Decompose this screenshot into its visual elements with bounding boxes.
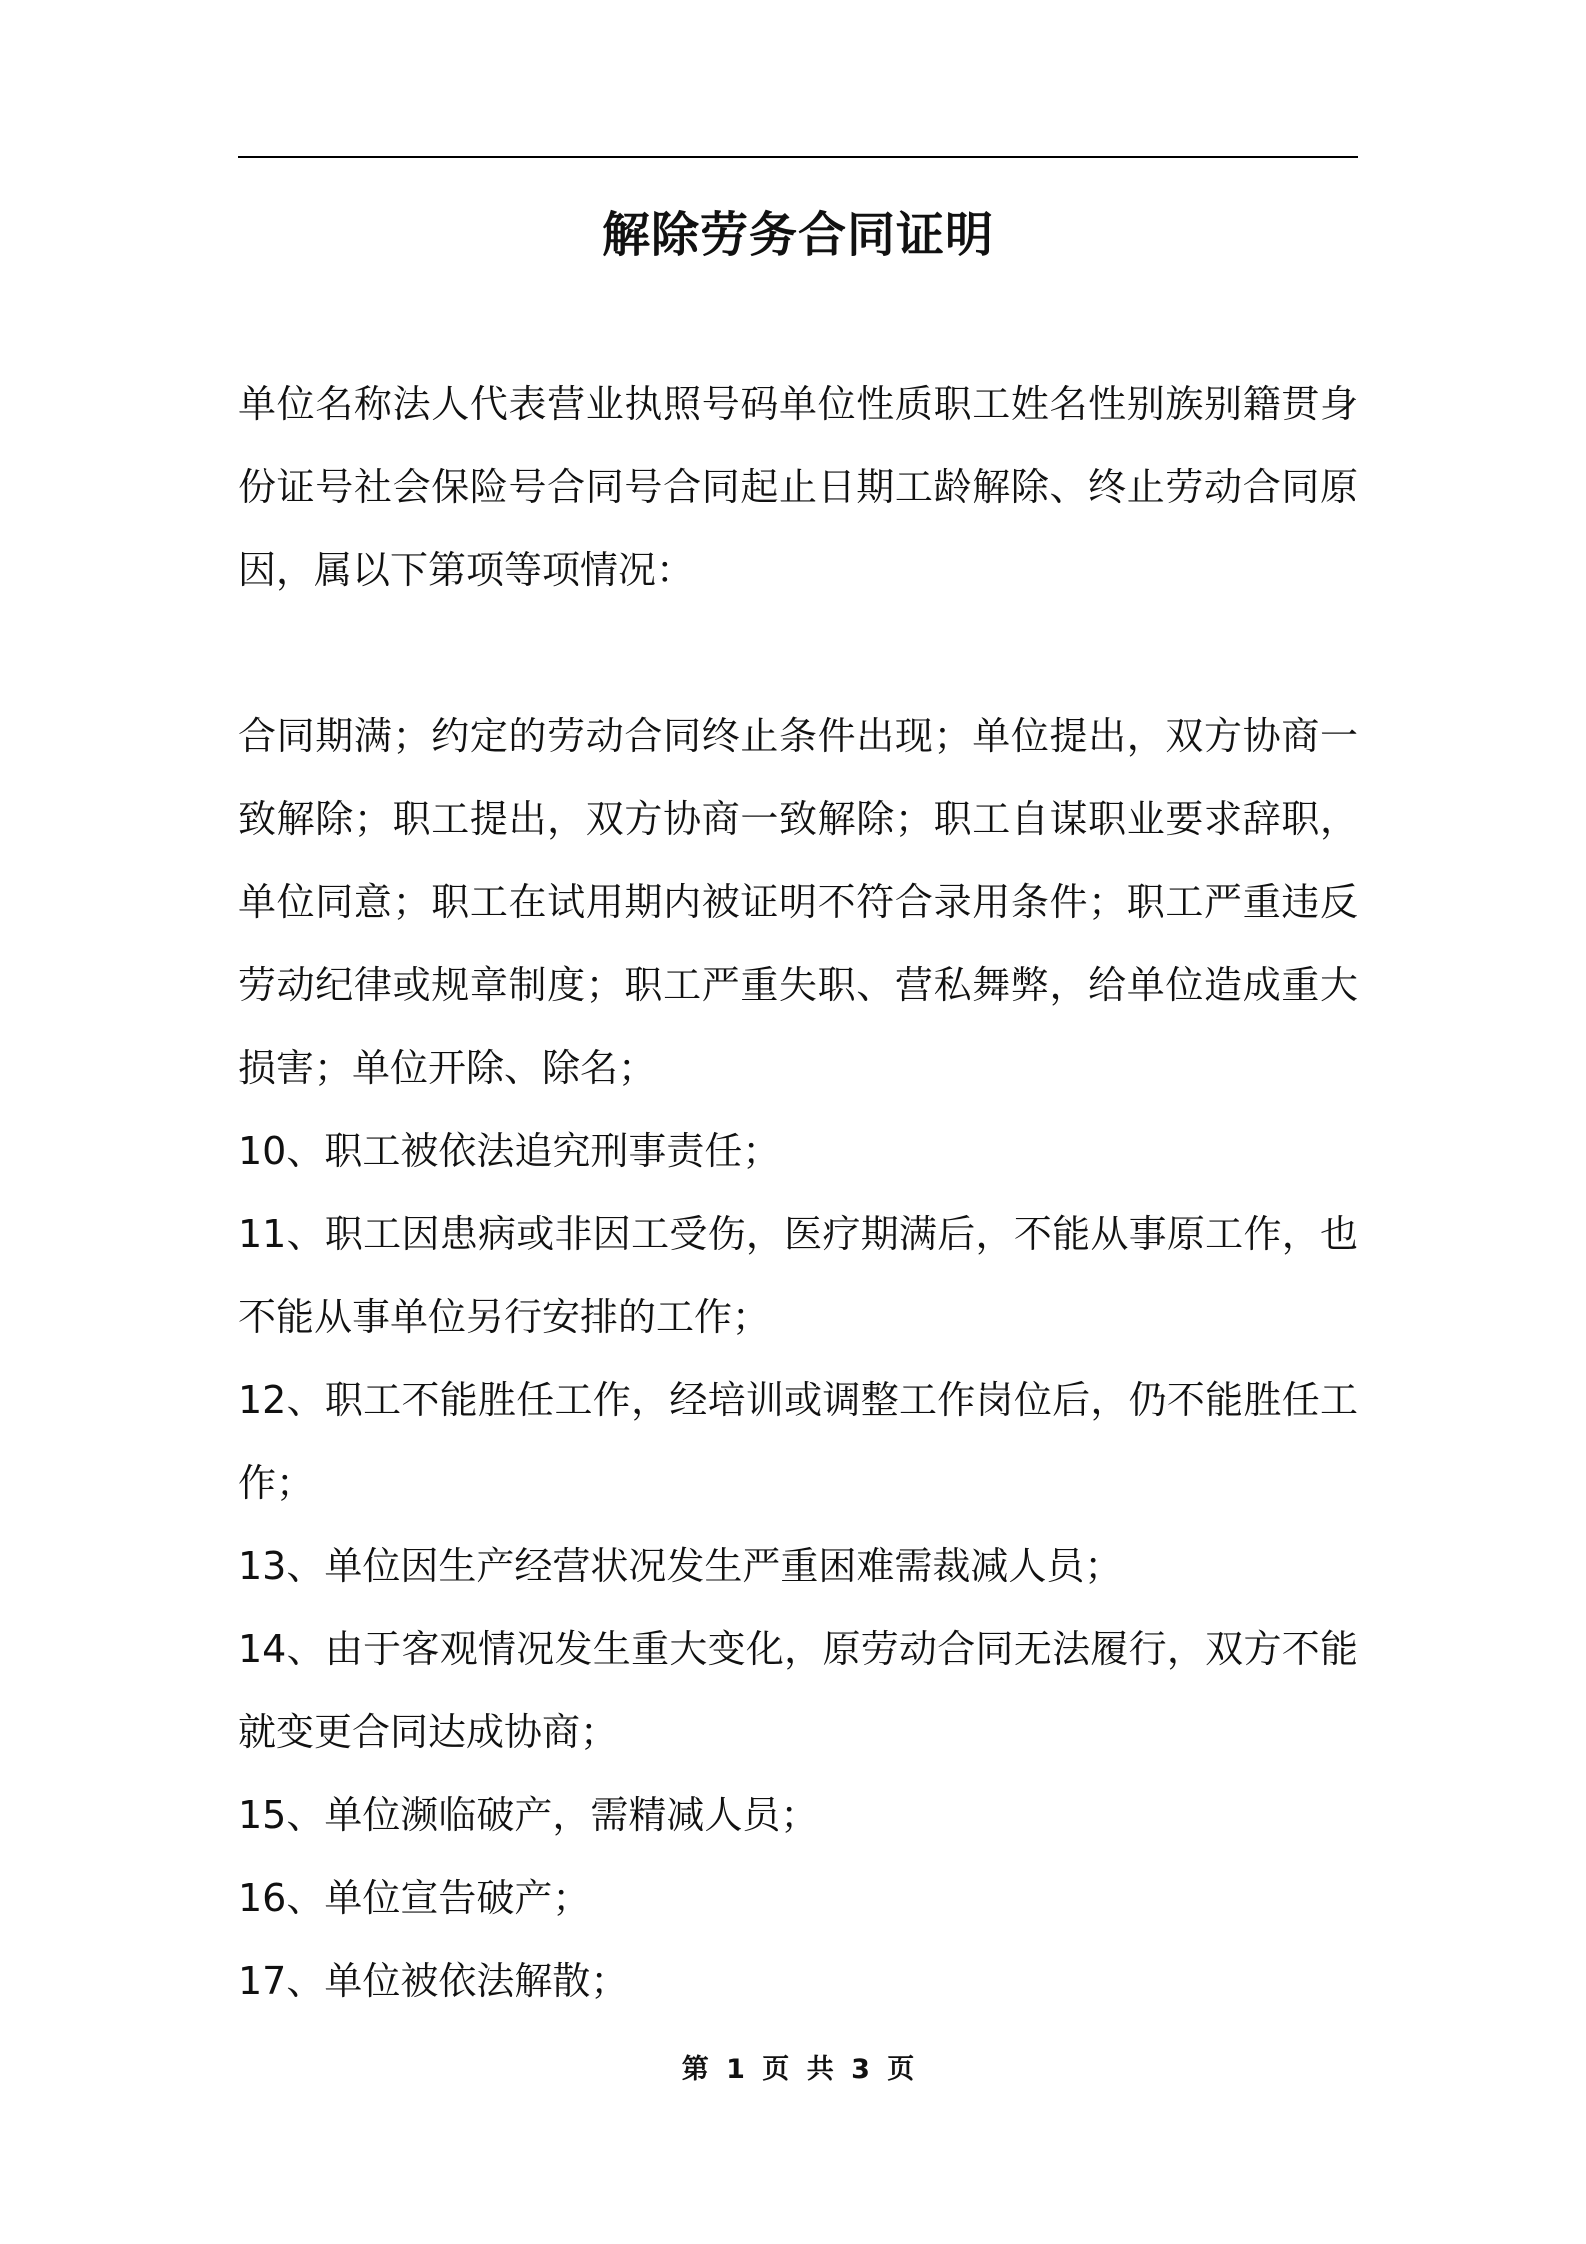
intro-paragraph: 单位名称法人代表营业执照号码单位性质职工姓名性别族别籍贯身份证号社会保险号合同号合同起止日期工龄解除、终止劳动合同原因，属以下第项等项情况：	[238, 382, 1358, 592]
list-item: 17、单位被依法解散；	[238, 1959, 629, 2003]
list-item: 12、职工不能胜任工作，经培训或调整工作岗位后，仍不能胜任工作；	[238, 1378, 1358, 1505]
document-title: 解除劳务合同证明	[601, 207, 994, 263]
numbered-list	[238, 1110, 1358, 2023]
page-number: 第 1 页 共 3 页	[681, 2054, 915, 2085]
list-item: 10、职工被依法追究刑事责任；	[238, 1129, 781, 1173]
list-item: 13、单位因生产经营状况发生严重困难需裁减人员；	[238, 1544, 1123, 1588]
list-item: 15、单位濒临破产，需精减人员；	[238, 1793, 819, 1837]
list-item: 16、单位宣告破产；	[238, 1876, 591, 1920]
list-item: 11、职工因患病或非因工受伤，医疗期满后，不能从事原工作，也不能从事单位另行安排的工作；	[238, 1212, 1358, 1339]
reasons-paragraph: 合同期满；约定的劳动合同终止条件出现；单位提出，双方协商一致解除；职工提出，双方协商一致解除；职工自谋职业要求辞职，单位同意；职工在试用期内被证明不符合录用条件；职工严重违反劳动纪律或规章制度；职工严重失职、营私舞弊，给单位造成重大损害；单位开除、除名；	[238, 714, 1358, 1090]
list-item: 14、由于客观情况发生重大变化，原劳动合同无法履行，双方不能就变更合同达成协商；	[238, 1627, 1358, 1754]
header-rule	[238, 156, 1358, 158]
